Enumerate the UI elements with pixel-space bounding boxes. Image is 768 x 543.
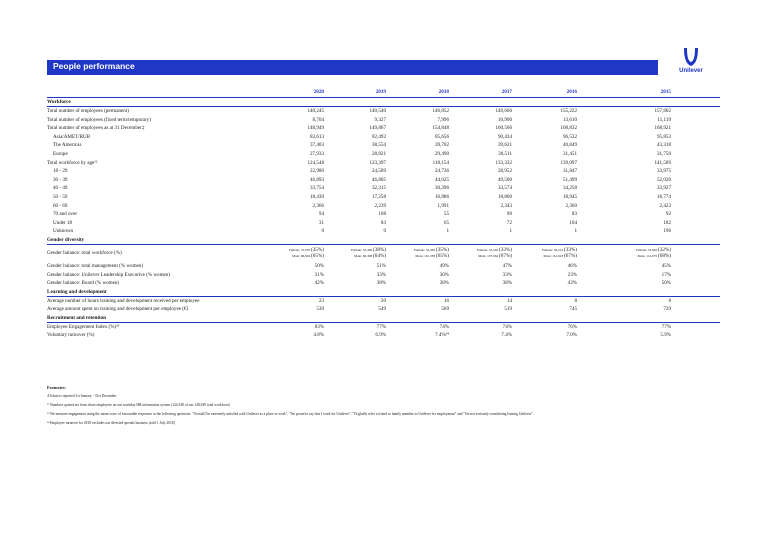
- cell-value: 52,020: [656, 176, 671, 183]
- cell-value: 139,097: [560, 159, 577, 166]
- cell-value: 569: [441, 306, 449, 313]
- table-row: [47, 271, 720, 280]
- cell-value: 549: [378, 306, 386, 313]
- cell-value: 24,589: [371, 168, 386, 175]
- cell-value: 7.4%³⁴: [435, 332, 449, 339]
- gender-count: Female: 51,970: [289, 247, 311, 252]
- cell-value: 46,805: [371, 176, 386, 183]
- cell-value: 96,532: [562, 133, 577, 140]
- cell-value: 34,258: [562, 185, 577, 192]
- section-heading: Gender diversity: [47, 236, 720, 245]
- cell-value: 32,315: [371, 185, 386, 192]
- cell-value: 82,492: [371, 133, 386, 140]
- cell-value: 45%: [661, 262, 671, 269]
- year-header: [47, 89, 720, 98]
- cell-value: 17,258: [371, 193, 386, 200]
- cell-value: 30,511: [498, 150, 512, 157]
- gender-percent: (33%): [499, 246, 512, 253]
- table-row: [47, 219, 720, 228]
- cell-value: 20: [380, 297, 386, 304]
- cell-value: 85,656: [434, 133, 449, 140]
- cell-value: 31,847: [562, 168, 577, 175]
- table-row: [47, 245, 720, 262]
- year-2019: 2019: [375, 89, 386, 95]
- gender-count: Female: 56,214: [542, 247, 564, 252]
- cell-value: [517, 248, 577, 259]
- cell-value: 168,832: [560, 125, 577, 132]
- cell-value: 50%: [314, 262, 324, 269]
- gender-percent: (65%): [311, 252, 324, 259]
- cell-value: 17%: [661, 271, 671, 278]
- cell-value: 83: [380, 219, 386, 226]
- logo-icon: [672, 46, 710, 68]
- row-label: Unknown: [53, 228, 74, 235]
- footnote-line: All data is reported 1st January - 31st December: [47, 394, 117, 398]
- row-label: Gender balance: Unilever Leadership Executive (% women): [47, 271, 171, 278]
- cell-value: 149,867: [369, 125, 386, 132]
- row-label: Total workforce by age¹²: [47, 159, 98, 166]
- cell-value: 49%: [439, 262, 449, 269]
- cell-value: 40,849: [562, 142, 577, 149]
- cell-value: 2,343: [500, 202, 512, 209]
- cell-value: 2,239: [374, 202, 386, 209]
- cell-value: 31: [318, 219, 324, 226]
- cell-value: 33,574: [497, 185, 512, 192]
- row-label: Total number of employees (permanent): [47, 108, 129, 114]
- gender-count: Male: 114,975: [637, 253, 658, 258]
- cell-value: 168,921: [654, 125, 671, 132]
- cell-value: [389, 248, 449, 259]
- row-label: 18 - 29: [53, 168, 68, 175]
- cell-value: 140,540: [369, 108, 386, 114]
- gender-count: Male: 112,618: [543, 253, 564, 258]
- cell-value: 72: [506, 219, 512, 226]
- gender-count: Female: 53,946: [636, 247, 658, 252]
- cell-value: 24,736: [434, 168, 449, 175]
- cell-value: 38%: [502, 280, 512, 287]
- row-label: Total number of employees (fixed term/temporary): [47, 116, 151, 123]
- table-row: [47, 297, 720, 306]
- cell-value: 38,554: [371, 142, 386, 149]
- cell-value: 74%: [439, 323, 449, 330]
- cell-value: 55: [443, 211, 449, 218]
- year-2016: 2016: [566, 89, 577, 95]
- cell-value: 108: [378, 211, 386, 218]
- cell-value: 7.0%: [566, 332, 577, 339]
- cell-value: 8: [668, 297, 671, 304]
- row-label: Average number of hours training and development received per employee: [47, 297, 200, 304]
- cell-value: 90: [506, 211, 512, 218]
- cell-value: 155,222: [560, 108, 577, 114]
- year-2020: 2020: [313, 89, 324, 95]
- table-row: [47, 184, 720, 193]
- cell-value: [264, 248, 324, 259]
- cell-value: 14: [506, 297, 512, 304]
- footnote-line: ²³ We measure engagement using the mean score of favourable responses to the following questions: "Overall I'm extremely satisfied with Unilever as a place to work", "I'm proud to say that I work for Unilever", "I'd gladly refer a friend or family member to Unilever for employment" and "I'm not seriously considering leaving Unilever".: [47, 412, 534, 416]
- gender-count: Male: 107,064: [478, 253, 499, 258]
- cell-value: 30,396: [434, 185, 449, 192]
- gender-count: Female: 53,465: [414, 247, 436, 252]
- cell-value: 182: [663, 219, 671, 226]
- table-row: [47, 193, 720, 202]
- year-2018: 2018: [438, 89, 449, 95]
- cell-value: 37,403: [309, 142, 324, 149]
- cell-value: 33%: [376, 271, 386, 278]
- cell-value: 2,366: [312, 202, 324, 209]
- cell-value: 729: [663, 306, 671, 313]
- cell-value: 31%: [314, 271, 324, 278]
- table-row: [47, 107, 720, 116]
- cell-value: 9,327: [374, 116, 386, 123]
- footnote-line: ¹² Numbers quoted are from those employees on our workday HR information system (124,548 of our 148,949 total workforce): [47, 403, 231, 407]
- cell-value: 77%: [376, 323, 386, 330]
- cell-value: 530: [316, 306, 324, 313]
- page-title: People performance: [53, 61, 135, 71]
- cell-value: 51,499: [562, 176, 577, 183]
- cell-value: 65: [443, 219, 449, 226]
- cell-value: 77%: [661, 323, 671, 330]
- cell-value: 1: [509, 228, 512, 235]
- cell-value: 2,423: [659, 202, 671, 209]
- cell-value: 90,434: [497, 133, 512, 140]
- unilever-logo: [672, 46, 710, 76]
- cell-value: 29,490: [434, 150, 449, 157]
- gender-percent: (32%): [658, 246, 671, 253]
- cell-value: 39,702: [434, 142, 449, 149]
- year-2017: 2017: [501, 89, 512, 95]
- brand-name: Unilever: [679, 68, 703, 74]
- row-label: Gender balance: total management (% women): [47, 262, 144, 269]
- table-row: [47, 176, 720, 185]
- table-row: [47, 305, 720, 314]
- cell-value: 83,613: [309, 133, 324, 140]
- cell-value: 1: [446, 228, 449, 235]
- cell-value: 28,821: [371, 150, 386, 157]
- cell-value: 148,949: [307, 125, 324, 132]
- row-label: 30 - 39: [53, 176, 68, 183]
- cell-value: 7,996: [437, 116, 449, 123]
- cell-value: [452, 248, 512, 259]
- section-heading: Recruitment and retention: [47, 314, 720, 323]
- cell-value: 745: [569, 306, 577, 313]
- table-row: [47, 202, 720, 211]
- gender-percent: (65%): [436, 252, 449, 259]
- cell-value: 23%: [567, 271, 577, 278]
- cell-value: 83: [571, 211, 577, 218]
- cell-value: 11,119: [657, 116, 671, 123]
- cell-value: 42%: [314, 280, 324, 287]
- gender-percent: (38%): [373, 246, 386, 253]
- cell-value: 33,927: [656, 185, 671, 192]
- cell-value: 27,933: [309, 150, 324, 157]
- gender-count: Female: 53,502: [477, 247, 499, 252]
- gender-percent: (64%): [373, 252, 386, 259]
- table-row: [47, 279, 720, 288]
- cell-value: 8,704: [312, 116, 324, 123]
- row-label: Total number of employees as at 31 December‡: [47, 125, 145, 132]
- gender-percent: (35%): [436, 246, 449, 253]
- cell-value: 31,750: [656, 150, 671, 157]
- row-label: Gender balance: Board (% women): [47, 280, 120, 287]
- gender-count: Female: 53,469: [351, 247, 373, 252]
- row-label: Asia/AMET/RUB: [53, 133, 91, 140]
- cell-value: 2,360: [565, 202, 577, 209]
- cell-value: 0: [321, 228, 324, 235]
- cell-value: 33%: [502, 271, 512, 278]
- cell-value: 7.4%: [501, 332, 512, 339]
- cell-value: 94: [318, 211, 324, 218]
- cell-value: 124,548: [307, 159, 324, 166]
- cell-value: 6.9%: [375, 332, 386, 339]
- gender-count: Male: 96,904: [292, 253, 311, 258]
- row-label: 70 and over: [53, 211, 78, 218]
- cell-value: 196: [663, 228, 671, 235]
- cell-value: 13,610: [562, 116, 577, 123]
- row-label: 50 - 59: [53, 193, 68, 200]
- cell-value: 46%: [567, 262, 577, 269]
- cell-value: 31,451: [562, 150, 577, 157]
- footnotes-heading: Footnotes:: [47, 385, 66, 390]
- cell-value: 49,500: [497, 176, 512, 183]
- cell-value: 160,566: [495, 125, 512, 132]
- cell-value: 118,154: [432, 159, 449, 166]
- cell-value: 23: [318, 297, 324, 304]
- cell-value: 39,621: [497, 142, 512, 149]
- cell-value: 76%: [567, 323, 577, 330]
- cell-value: 140,245: [307, 108, 324, 114]
- cell-value: 18,430: [309, 193, 324, 200]
- cell-value: 74%: [502, 323, 512, 330]
- cell-value: 133,332: [495, 159, 512, 166]
- cell-value: 30%: [439, 271, 449, 278]
- cell-value: 83%: [314, 323, 324, 330]
- row-label: Voluntary turnover (%): [47, 332, 95, 339]
- cell-value: 4.8%: [313, 332, 324, 339]
- cell-value: 154,848: [432, 125, 449, 132]
- table-row: [47, 124, 720, 133]
- table-row: [47, 141, 720, 150]
- cell-value: 43,318: [656, 142, 671, 149]
- footnote-line: ³⁴ Employee turnover for 2018 excludes our divested spreads business (sold 1 July 2018): [47, 421, 175, 425]
- row-label: Average amount spent on training and development per employee (€): [47, 306, 189, 313]
- cell-value: 16,886: [434, 193, 449, 200]
- cell-value: 43%: [567, 280, 577, 287]
- gender-percent: (67%): [564, 252, 577, 259]
- row-label: Gender balance: total workforce (%): [47, 249, 122, 256]
- cell-value: 95,853: [656, 133, 671, 140]
- cell-value: 157,802: [654, 108, 671, 114]
- table-row: [47, 323, 720, 332]
- table-row: [47, 133, 720, 142]
- cell-value: 38%: [376, 280, 386, 287]
- cell-value: 22,980: [309, 168, 324, 175]
- cell-value: 141,589: [654, 159, 671, 166]
- table-row: [47, 116, 720, 125]
- cell-value: 33,975: [656, 168, 671, 175]
- section-heading: Learning and development: [47, 288, 720, 297]
- row-label: 60 - 69: [53, 202, 68, 209]
- gender-count: Male: 101,383: [415, 253, 436, 258]
- cell-value: 50%: [661, 280, 671, 287]
- cell-value: 1,991: [437, 202, 449, 209]
- cell-value: 8: [574, 297, 577, 304]
- cell-value: 44,025: [434, 176, 449, 183]
- cell-value: 47%: [502, 262, 512, 269]
- table-row: [47, 159, 720, 168]
- cell-value: 1: [574, 228, 577, 235]
- footnotes: [47, 385, 707, 430]
- people-table: [47, 89, 720, 340]
- table-row: [47, 167, 720, 176]
- cell-value: 16: [443, 297, 449, 304]
- cell-value: 33,754: [309, 185, 324, 192]
- cell-value: 92: [665, 211, 671, 218]
- cell-value: 18,774: [656, 193, 671, 200]
- cell-value: 38%: [439, 280, 449, 287]
- cell-value: 51%: [376, 262, 386, 269]
- gender-percent: (35%): [311, 246, 324, 253]
- cell-value: 0: [383, 228, 386, 235]
- table-row: [47, 210, 720, 219]
- cell-value: 28,952: [497, 168, 512, 175]
- cell-value: 5.9%: [660, 332, 671, 339]
- table-row: [47, 262, 720, 271]
- gender-count: Male: 96,398: [354, 253, 373, 258]
- cell-value: [611, 248, 671, 259]
- table-row: [47, 227, 720, 236]
- cell-value: 18,800: [497, 193, 512, 200]
- row-label: Under 18: [53, 219, 73, 226]
- cell-value: 46,893: [309, 176, 324, 183]
- cell-value: [326, 248, 386, 259]
- cell-value: 123,397: [369, 159, 386, 166]
- gender-percent: (33%): [564, 246, 577, 253]
- row-label: The Americas: [53, 142, 82, 149]
- cell-value: 146,852: [432, 108, 449, 114]
- cell-value: 104: [569, 219, 577, 226]
- row-label: 40 - 49: [53, 185, 68, 192]
- year-2015: 2015: [660, 89, 671, 95]
- section-heading: Workforce: [47, 98, 720, 107]
- row-label: Europe: [53, 150, 68, 157]
- section-banner: [47, 60, 658, 75]
- table-row: [47, 331, 720, 340]
- cell-value: 519: [504, 306, 512, 313]
- gender-percent: (67%): [499, 252, 512, 259]
- cell-value: 18,945: [562, 193, 577, 200]
- table-row: [47, 150, 720, 159]
- row-label: Employee Engagement Index (%)²³: [47, 323, 120, 330]
- cell-value: 10,900: [497, 116, 512, 123]
- cell-value: 149,666: [495, 108, 512, 114]
- gender-percent: (68%): [658, 252, 671, 259]
